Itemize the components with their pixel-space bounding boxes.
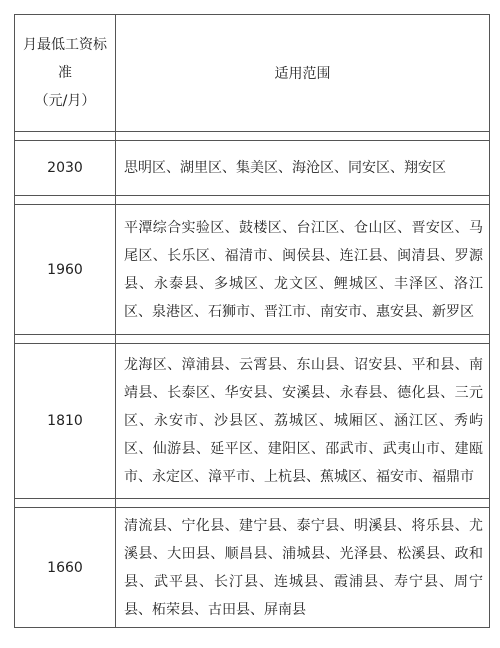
wage-value: 1810	[15, 344, 116, 499]
header-scope: 适用范围	[116, 15, 490, 132]
applicable-areas: 平潭综合实验区、鼓楼区、台江区、仓山区、晋安区、马尾区、长乐区、福清市、闽侯县、连江县、闽清县、罗源县、永泰县、多城区、龙文区、鲤城区、丰泽区、洛江区、泉港区、石狮市、晋江市、南安市、惠安县、新罗区	[116, 205, 490, 335]
wage-value: 1960	[15, 205, 116, 335]
wage-value: 1660	[15, 508, 116, 628]
row-spacer	[15, 335, 490, 344]
header-wage-line-2: 准	[58, 65, 72, 81]
minimum-wage-table	[14, 14, 490, 628]
applicable-areas: 清流县、宁化县、建宁县、泰宁县、明溪县、将乐县、尤溪县、大田县、顺昌县、浦城县、光泽县、松溪县、政和县、武平县、长汀县、连城县、霞浦县、寿宁县、周宁县、柘荣县、古田县、屏南县	[116, 508, 490, 628]
wage-table-container	[14, 14, 489, 637]
header-wage-standard	[15, 15, 116, 132]
header-wage-line-3: （元/月）	[34, 93, 96, 109]
table-row	[15, 508, 490, 628]
table-row	[15, 205, 490, 335]
table-row	[15, 141, 490, 196]
row-spacer	[15, 499, 490, 508]
header-wage-line-1: 月最低工资标	[23, 37, 107, 53]
row-spacer	[15, 132, 490, 141]
row-spacer	[15, 196, 490, 205]
applicable-areas: 思明区、湖里区、集美区、海沧区、同安区、翔安区	[116, 141, 490, 196]
wage-value: 2030	[15, 141, 116, 196]
table-header-row	[15, 15, 490, 132]
table-row	[15, 344, 490, 499]
applicable-areas: 龙海区、漳浦县、云霄县、东山县、诏安县、平和县、南靖县、长泰区、华安县、安溪县、永春县、德化县、三元区、永安市、沙县区、荔城区、城厢区、涵江区、秀屿区、仙游县、延平区、建阳区、邵武市、武夷山市、建瓯市、永定区、漳平市、上杭县、蕉城区、福安市、福鼎市	[116, 344, 490, 499]
